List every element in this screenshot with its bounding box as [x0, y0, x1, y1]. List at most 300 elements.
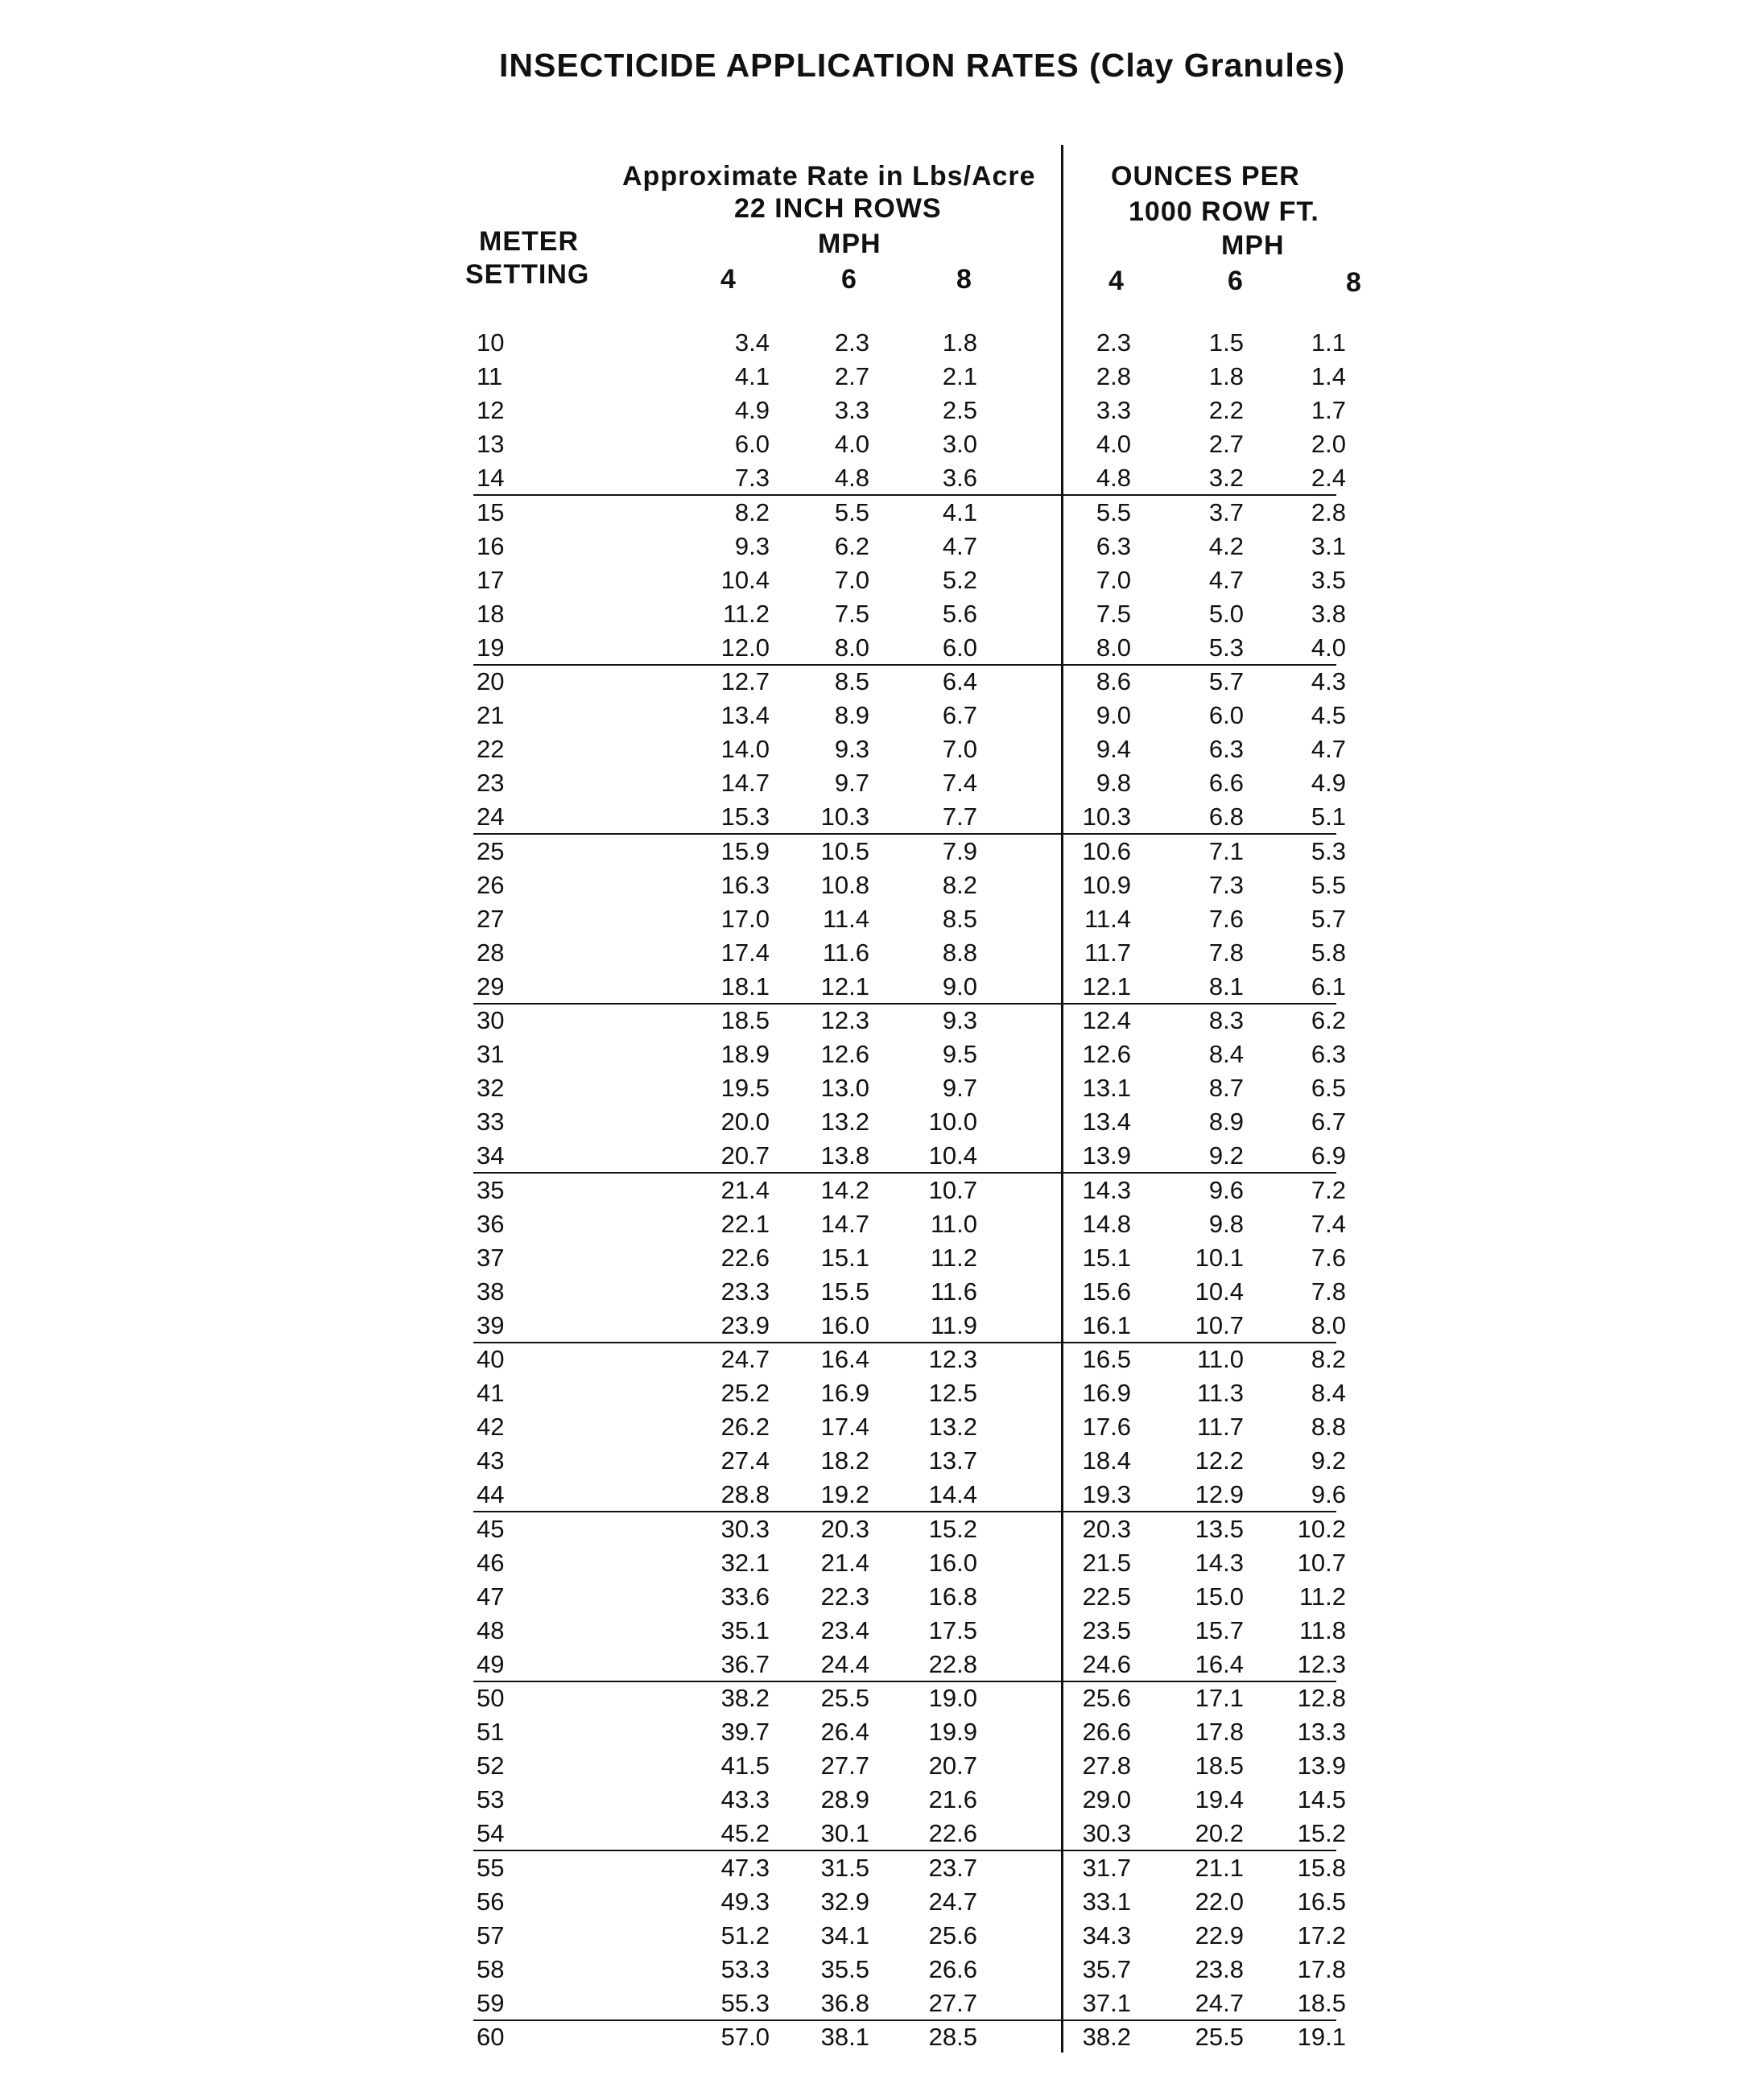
rate-lbs-4mph: 19.5 — [720, 1074, 770, 1103]
rate-lbs-6mph: 4.0 — [834, 430, 869, 459]
group-divider-right — [1063, 1003, 1336, 1005]
rate-oz-8mph: 16.5 — [1297, 1887, 1346, 1916]
rate-lbs-4mph: 17.0 — [720, 904, 770, 933]
meter-setting: 60 — [477, 2023, 505, 2051]
rate-lbs-4mph: 30.3 — [720, 1514, 770, 1543]
rate-oz-6mph: 1.5 — [1208, 328, 1244, 357]
rate-oz-6mph: 7.8 — [1208, 938, 1244, 967]
header-meter-line2: SETTING — [465, 259, 590, 290]
group-divider-right — [1063, 1342, 1336, 1343]
rate-oz-6mph: 17.1 — [1195, 1684, 1244, 1712]
rate-oz-4mph: 16.9 — [1082, 1379, 1131, 1408]
rate-oz-6mph: 8.4 — [1208, 1040, 1244, 1069]
rate-oz-8mph: 11.8 — [1298, 1615, 1346, 1644]
rate-oz-4mph: 12.1 — [1082, 972, 1131, 1000]
rate-oz-8mph: 3.8 — [1311, 599, 1346, 628]
rate-oz-6mph: 22.0 — [1195, 1887, 1244, 1916]
rate-oz-4mph: 2.3 — [1096, 328, 1131, 357]
rate-oz-8mph: 10.7 — [1297, 1548, 1346, 1577]
meter-setting: 38 — [477, 1277, 505, 1306]
rate-lbs-6mph: 13.2 — [820, 1108, 869, 1137]
rate-oz-6mph: 16.4 — [1195, 1649, 1244, 1678]
rate-lbs-4mph: 20.7 — [720, 1141, 770, 1170]
rate-lbs-4mph: 22.6 — [720, 1243, 770, 1272]
rate-oz-4mph: 18.4 — [1082, 1446, 1131, 1475]
rate-oz-6mph: 12.2 — [1195, 1446, 1244, 1475]
rate-oz-8mph: 4.3 — [1311, 667, 1346, 695]
meter-setting: 58 — [477, 1954, 505, 1983]
rate-oz-4mph: 10.9 — [1082, 870, 1131, 899]
rate-lbs-8mph: 11.2 — [930, 1243, 977, 1272]
group-divider-left — [473, 833, 1061, 835]
rate-lbs-6mph: 34.1 — [820, 1921, 869, 1949]
rate-oz-4mph: 12.4 — [1082, 1006, 1131, 1034]
rate-oz-4mph: 30.3 — [1082, 1819, 1131, 1848]
header-lbs-speed-6: 6 — [841, 264, 857, 295]
rate-lbs-6mph: 26.4 — [820, 1718, 869, 1747]
rate-lbs-4mph: 27.4 — [720, 1446, 770, 1475]
rate-oz-6mph: 10.4 — [1195, 1277, 1244, 1306]
group-divider-left — [473, 2020, 1061, 2021]
rate-oz-8mph: 8.8 — [1311, 1413, 1346, 1442]
meter-setting: 46 — [477, 1548, 505, 1577]
rate-oz-4mph: 15.1 — [1082, 1243, 1131, 1272]
group-divider-right — [1063, 664, 1336, 666]
rate-oz-8mph: 3.5 — [1311, 565, 1346, 594]
meter-setting: 22 — [477, 735, 505, 764]
rate-oz-8mph: 2.0 — [1311, 430, 1346, 459]
rate-lbs-8mph: 7.0 — [942, 735, 977, 764]
rate-lbs-4mph: 11.2 — [722, 599, 770, 628]
rate-lbs-8mph: 13.2 — [928, 1413, 977, 1442]
rate-oz-6mph: 4.7 — [1208, 565, 1244, 594]
rate-oz-4mph: 14.8 — [1082, 1209, 1131, 1238]
rate-oz-8mph: 12.8 — [1297, 1684, 1346, 1712]
meter-setting: 52 — [477, 1751, 505, 1780]
rate-lbs-6mph: 32.9 — [820, 1887, 869, 1916]
rate-lbs-8mph: 6.7 — [942, 701, 977, 730]
rate-oz-8mph: 11.2 — [1298, 1582, 1346, 1611]
rate-lbs-6mph: 12.6 — [820, 1040, 869, 1069]
rate-oz-8mph: 18.5 — [1297, 1988, 1346, 2017]
rate-lbs-4mph: 32.1 — [720, 1548, 770, 1577]
rate-oz-6mph: 21.1 — [1195, 1853, 1244, 1882]
rate-lbs-4mph: 22.1 — [720, 1209, 770, 1238]
rate-oz-4mph: 26.6 — [1082, 1718, 1131, 1747]
rate-lbs-6mph: 11.6 — [822, 938, 869, 967]
rate-oz-4mph: 22.5 — [1082, 1582, 1131, 1611]
rate-oz-4mph: 23.5 — [1082, 1615, 1131, 1644]
rate-oz-6mph: 8.3 — [1208, 1006, 1244, 1034]
meter-setting: 54 — [477, 1819, 505, 1848]
meter-setting: 11 — [477, 362, 503, 391]
rate-oz-8mph: 9.6 — [1311, 1480, 1346, 1509]
rate-lbs-6mph: 12.1 — [820, 972, 869, 1000]
rate-lbs-6mph: 19.2 — [820, 1480, 869, 1509]
rate-lbs-4mph: 14.7 — [720, 769, 770, 798]
rate-oz-6mph: 2.7 — [1208, 430, 1244, 459]
rate-oz-8mph: 13.3 — [1297, 1718, 1346, 1747]
rate-lbs-8mph: 13.7 — [928, 1446, 977, 1475]
rate-oz-8mph: 5.1 — [1311, 802, 1346, 831]
header-oz-speed-8: 8 — [1346, 267, 1362, 298]
meter-setting: 56 — [477, 1887, 505, 1916]
rate-lbs-6mph: 28.9 — [820, 1785, 869, 1814]
group-divider-right — [1063, 494, 1336, 496]
rate-oz-4mph: 8.0 — [1096, 633, 1131, 662]
rate-oz-6mph: 14.3 — [1195, 1548, 1244, 1577]
rate-oz-8mph: 2.8 — [1311, 497, 1346, 526]
rate-lbs-4mph: 4.9 — [734, 396, 770, 425]
rate-oz-4mph: 12.6 — [1082, 1040, 1131, 1069]
rate-oz-4mph: 20.3 — [1082, 1514, 1131, 1543]
rate-oz-4mph: 7.0 — [1096, 565, 1131, 594]
rate-oz-8mph: 1.7 — [1311, 396, 1346, 425]
header-oz-line2: 1000 ROW FT. — [1129, 196, 1319, 227]
header-lbs-line2: 22 INCH ROWS — [734, 193, 942, 224]
rate-oz-4mph: 35.7 — [1082, 1954, 1131, 1983]
group-divider-left — [473, 494, 1061, 496]
rate-lbs-4mph: 33.6 — [720, 1582, 770, 1611]
rate-lbs-6mph: 10.5 — [820, 836, 869, 865]
rate-lbs-8mph: 19.0 — [928, 1684, 977, 1712]
rate-oz-8mph: 15.8 — [1297, 1853, 1346, 1882]
rate-lbs-6mph: 7.0 — [834, 565, 869, 594]
rate-lbs-4mph: 35.1 — [720, 1615, 770, 1644]
rate-lbs-8mph: 14.4 — [928, 1480, 977, 1509]
rate-oz-6mph: 6.6 — [1208, 769, 1244, 798]
meter-setting: 28 — [477, 938, 505, 967]
rate-lbs-8mph: 3.0 — [942, 430, 977, 459]
header-oz-mph: MPH — [1221, 230, 1285, 261]
rate-lbs-4mph: 10.4 — [720, 565, 770, 594]
rate-oz-6mph: 5.3 — [1208, 633, 1244, 662]
rate-lbs-6mph: 13.0 — [820, 1074, 869, 1103]
rate-lbs-8mph: 20.7 — [928, 1751, 977, 1780]
meter-setting: 23 — [477, 769, 505, 798]
rate-oz-8mph: 4.9 — [1311, 769, 1346, 798]
meter-setting: 13 — [477, 430, 505, 459]
rate-oz-6mph: 10.7 — [1195, 1310, 1244, 1339]
meter-setting: 16 — [477, 531, 505, 560]
rate-lbs-6mph: 8.9 — [834, 701, 869, 730]
rate-oz-4mph: 38.2 — [1082, 2023, 1131, 2051]
rate-lbs-6mph: 21.4 — [820, 1548, 869, 1577]
rate-lbs-4mph: 18.5 — [720, 1006, 770, 1034]
rate-oz-4mph: 9.4 — [1096, 735, 1131, 764]
rate-oz-8mph: 6.9 — [1311, 1141, 1346, 1170]
rate-oz-6mph: 18.5 — [1195, 1751, 1244, 1780]
meter-setting: 24 — [477, 802, 505, 831]
rate-oz-6mph: 1.8 — [1208, 362, 1244, 391]
meter-setting: 51 — [477, 1718, 505, 1747]
rate-lbs-6mph: 16.9 — [820, 1379, 869, 1408]
rate-oz-8mph: 9.2 — [1311, 1446, 1346, 1475]
rate-lbs-8mph: 11.6 — [930, 1277, 977, 1306]
rate-oz-8mph: 4.0 — [1311, 633, 1346, 662]
rate-lbs-8mph: 2.5 — [942, 396, 977, 425]
rate-lbs-6mph: 10.8 — [820, 870, 869, 899]
rate-lbs-4mph: 53.3 — [720, 1954, 770, 1983]
rate-oz-8mph: 7.8 — [1311, 1277, 1346, 1306]
rate-lbs-4mph: 57.0 — [720, 2023, 770, 2051]
group-divider-left — [473, 1850, 1061, 1851]
rate-lbs-8mph: 22.6 — [928, 1819, 977, 1848]
rate-oz-8mph: 6.2 — [1311, 1006, 1346, 1034]
rate-oz-8mph: 17.8 — [1297, 1954, 1346, 1983]
meter-setting: 53 — [477, 1785, 505, 1814]
header-oz-speed-4: 4 — [1108, 266, 1125, 296]
rate-lbs-4mph: 3.4 — [734, 328, 770, 357]
meter-setting: 34 — [477, 1141, 505, 1170]
rate-oz-4mph: 6.3 — [1096, 531, 1131, 560]
meter-setting: 57 — [477, 1921, 505, 1949]
rate-lbs-8mph: 3.6 — [942, 464, 977, 493]
rate-lbs-6mph: 27.7 — [820, 1751, 869, 1780]
rate-lbs-8mph: 26.6 — [928, 1954, 977, 1983]
meter-setting: 40 — [477, 1345, 505, 1373]
rate-oz-8mph: 8.0 — [1311, 1310, 1346, 1339]
rate-oz-6mph: 6.8 — [1208, 802, 1244, 831]
rate-lbs-6mph: 14.7 — [820, 1209, 869, 1238]
rate-oz-8mph: 1.4 — [1311, 362, 1346, 391]
rate-lbs-8mph: 7.4 — [942, 769, 977, 798]
rate-oz-4mph: 11.7 — [1084, 938, 1131, 967]
rate-lbs-6mph: 3.3 — [834, 396, 869, 425]
rate-oz-4mph: 9.0 — [1096, 701, 1131, 730]
rate-oz-6mph: 8.1 — [1208, 972, 1244, 1000]
rate-lbs-4mph: 4.1 — [734, 362, 770, 391]
rate-lbs-4mph: 38.2 — [720, 1684, 770, 1712]
meter-setting: 47 — [477, 1582, 505, 1611]
rate-lbs-6mph: 4.8 — [834, 464, 869, 493]
page-title: INSECTICIDE APPLICATION RATES (Clay Granules) — [499, 47, 1346, 84]
rate-lbs-6mph: 10.3 — [820, 802, 869, 831]
meter-setting: 44 — [477, 1480, 505, 1509]
rate-lbs-4mph: 16.3 — [720, 870, 770, 899]
rate-lbs-4mph: 20.0 — [720, 1108, 770, 1137]
group-divider-left — [473, 1003, 1061, 1005]
rate-oz-8mph: 5.3 — [1311, 836, 1346, 865]
rate-oz-6mph: 11.7 — [1196, 1413, 1244, 1442]
meter-setting: 21 — [477, 701, 505, 730]
rate-oz-6mph: 15.7 — [1195, 1615, 1244, 1644]
group-divider-right — [1063, 833, 1336, 835]
meter-setting: 12 — [477, 396, 505, 425]
rate-lbs-8mph: 19.9 — [928, 1718, 977, 1747]
rate-oz-4mph: 10.3 — [1082, 802, 1131, 831]
rate-oz-6mph: 20.2 — [1195, 1819, 1244, 1848]
rate-lbs-8mph: 28.5 — [928, 2023, 977, 2051]
rate-lbs-6mph: 38.1 — [820, 2023, 869, 2051]
rate-oz-6mph: 5.0 — [1208, 599, 1244, 628]
rate-lbs-6mph: 13.8 — [820, 1141, 869, 1170]
rate-oz-4mph: 13.9 — [1082, 1141, 1131, 1170]
rate-lbs-4mph: 8.2 — [734, 497, 770, 526]
rate-lbs-6mph: 23.4 — [820, 1615, 869, 1644]
rate-lbs-4mph: 12.0 — [720, 633, 770, 662]
rate-lbs-6mph: 16.4 — [820, 1345, 869, 1373]
rate-lbs-8mph: 4.7 — [942, 531, 977, 560]
rate-lbs-6mph: 9.3 — [834, 735, 869, 764]
meter-setting: 43 — [477, 1446, 505, 1475]
rate-oz-6mph: 13.5 — [1195, 1514, 1244, 1543]
rate-oz-4mph: 31.7 — [1082, 1853, 1131, 1882]
meter-setting: 33 — [477, 1108, 505, 1137]
rate-lbs-6mph: 12.3 — [820, 1006, 869, 1034]
rate-lbs-8mph: 24.7 — [928, 1887, 977, 1916]
rate-lbs-8mph: 22.8 — [928, 1649, 977, 1678]
rate-oz-8mph: 7.2 — [1311, 1175, 1346, 1204]
rate-oz-8mph: 15.2 — [1297, 1819, 1346, 1848]
rate-lbs-4mph: 15.9 — [720, 836, 770, 865]
meter-setting: 36 — [477, 1209, 505, 1238]
rate-lbs-6mph: 17.4 — [820, 1413, 869, 1442]
rate-lbs-6mph: 25.5 — [820, 1684, 869, 1712]
rate-oz-6mph: 24.7 — [1195, 1988, 1244, 2017]
rate-lbs-8mph: 12.3 — [928, 1345, 977, 1373]
rate-lbs-4mph: 14.0 — [720, 735, 770, 764]
rate-oz-6mph: 15.0 — [1195, 1582, 1244, 1611]
rate-lbs-4mph: 18.9 — [720, 1040, 770, 1069]
rate-oz-8mph: 4.5 — [1311, 701, 1346, 730]
rate-oz-8mph: 6.3 — [1311, 1040, 1346, 1069]
rate-lbs-4mph: 43.3 — [720, 1785, 770, 1814]
rate-lbs-8mph: 10.7 — [928, 1175, 977, 1204]
rate-oz-6mph: 7.1 — [1208, 836, 1244, 865]
rate-oz-6mph: 2.2 — [1208, 396, 1244, 425]
rate-oz-8mph: 3.1 — [1311, 531, 1346, 560]
meter-setting: 26 — [477, 870, 505, 899]
header-oz-line1: OUNCES PER — [1111, 161, 1300, 192]
meter-setting: 45 — [477, 1514, 505, 1543]
rate-lbs-8mph: 11.9 — [930, 1310, 977, 1339]
rate-oz-6mph: 19.4 — [1195, 1785, 1244, 1814]
meter-setting: 41 — [477, 1379, 505, 1408]
rate-lbs-8mph: 1.8 — [942, 328, 977, 357]
rate-lbs-4mph: 21.4 — [720, 1175, 770, 1204]
meter-setting: 20 — [477, 667, 505, 695]
meter-setting: 17 — [477, 565, 505, 594]
rate-lbs-6mph: 5.5 — [834, 497, 869, 526]
rate-lbs-8mph: 7.9 — [942, 836, 977, 865]
rate-lbs-8mph: 9.5 — [942, 1040, 977, 1069]
rate-oz-4mph: 5.5 — [1096, 497, 1131, 526]
meter-setting: 37 — [477, 1243, 505, 1272]
rate-lbs-8mph: 21.6 — [928, 1785, 977, 1814]
rate-oz-4mph: 14.3 — [1082, 1175, 1131, 1204]
rate-oz-4mph: 33.1 — [1082, 1887, 1131, 1916]
rate-lbs-4mph: 13.4 — [720, 701, 770, 730]
rate-lbs-8mph: 11.0 — [930, 1209, 977, 1238]
rate-oz-6mph: 7.6 — [1208, 904, 1244, 933]
rate-oz-6mph: 12.9 — [1195, 1480, 1244, 1509]
rate-oz-6mph: 6.3 — [1208, 735, 1244, 764]
group-divider-left — [473, 1681, 1061, 1682]
rate-lbs-4mph: 18.1 — [720, 972, 770, 1000]
rate-lbs-6mph: 8.5 — [834, 667, 869, 695]
rate-lbs-4mph: 24.7 — [720, 1345, 770, 1373]
rate-oz-6mph: 3.2 — [1208, 464, 1244, 493]
rate-lbs-6mph: 18.2 — [820, 1446, 869, 1475]
rate-lbs-4mph: 26.2 — [720, 1413, 770, 1442]
rate-oz-8mph: 5.8 — [1311, 938, 1346, 967]
meter-setting: 29 — [477, 972, 505, 1000]
meter-setting: 10 — [477, 328, 505, 357]
rate-lbs-4mph: 41.5 — [720, 1751, 770, 1780]
header-lbs-speed-8: 8 — [956, 264, 972, 295]
rate-oz-4mph: 3.3 — [1096, 396, 1131, 425]
group-divider-left — [473, 1342, 1061, 1343]
rate-oz-6mph: 22.9 — [1195, 1921, 1244, 1949]
rate-lbs-4mph: 51.2 — [720, 1921, 770, 1949]
meter-setting: 55 — [477, 1853, 505, 1882]
rate-oz-8mph: 8.2 — [1311, 1345, 1346, 1373]
rate-oz-8mph: 5.5 — [1311, 870, 1346, 899]
rate-lbs-8mph: 9.0 — [942, 972, 977, 1000]
rate-lbs-6mph: 16.0 — [820, 1310, 869, 1339]
meter-setting: 14 — [477, 464, 505, 493]
meter-setting: 59 — [477, 1988, 505, 2017]
rate-lbs-8mph: 16.0 — [928, 1548, 977, 1577]
rate-lbs-8mph: 17.5 — [928, 1615, 977, 1644]
rate-lbs-8mph: 9.3 — [942, 1006, 977, 1034]
rate-lbs-6mph: 2.3 — [834, 328, 869, 357]
group-divider-right — [1063, 1681, 1336, 1682]
rate-lbs-4mph: 6.0 — [734, 430, 770, 459]
rate-oz-6mph: 11.0 — [1196, 1345, 1244, 1373]
rate-lbs-6mph: 24.4 — [820, 1649, 869, 1678]
rate-oz-8mph: 5.7 — [1311, 904, 1346, 933]
rate-oz-4mph: 13.4 — [1082, 1108, 1131, 1137]
meter-setting: 49 — [477, 1649, 505, 1678]
rate-lbs-8mph: 2.1 — [942, 362, 977, 391]
rate-oz-8mph: 12.3 — [1297, 1649, 1346, 1678]
meter-setting: 19 — [477, 633, 505, 662]
meter-setting: 18 — [477, 599, 505, 628]
rate-lbs-8mph: 9.7 — [942, 1074, 977, 1103]
rate-lbs-4mph: 12.7 — [720, 667, 770, 695]
rate-oz-4mph: 19.3 — [1082, 1480, 1131, 1509]
rate-oz-4mph: 15.6 — [1082, 1277, 1131, 1306]
rate-lbs-8mph: 25.6 — [928, 1921, 977, 1949]
rate-lbs-4mph: 45.2 — [720, 1819, 770, 1848]
rate-lbs-4mph: 47.3 — [720, 1853, 770, 1882]
meter-setting: 48 — [477, 1615, 505, 1644]
rate-oz-4mph: 25.6 — [1082, 1684, 1131, 1712]
rate-lbs-6mph: 7.5 — [834, 599, 869, 628]
rate-lbs-6mph: 15.5 — [820, 1277, 869, 1306]
rate-oz-8mph: 6.7 — [1311, 1108, 1346, 1137]
rate-oz-4mph: 16.5 — [1082, 1345, 1131, 1373]
rate-lbs-4mph: 9.3 — [734, 531, 770, 560]
rate-lbs-6mph: 35.5 — [820, 1954, 869, 1983]
rate-lbs-4mph: 17.4 — [720, 938, 770, 967]
rate-oz-8mph: 14.5 — [1297, 1785, 1346, 1814]
rate-oz-6mph: 25.5 — [1195, 2023, 1244, 2051]
rate-lbs-6mph: 14.2 — [820, 1175, 869, 1204]
header-oz-speed-6: 6 — [1228, 266, 1244, 296]
group-divider-left — [473, 664, 1061, 666]
rate-oz-4mph: 29.0 — [1082, 1785, 1131, 1814]
meter-setting: 42 — [477, 1413, 505, 1442]
rate-lbs-4mph: 55.3 — [720, 1988, 770, 2017]
rate-lbs-8mph: 27.7 — [928, 1988, 977, 2017]
rate-oz-4mph: 11.4 — [1084, 904, 1131, 933]
rate-oz-8mph: 13.9 — [1297, 1751, 1346, 1780]
group-divider-right — [1063, 2020, 1336, 2021]
rate-lbs-4mph: 23.9 — [720, 1310, 770, 1339]
